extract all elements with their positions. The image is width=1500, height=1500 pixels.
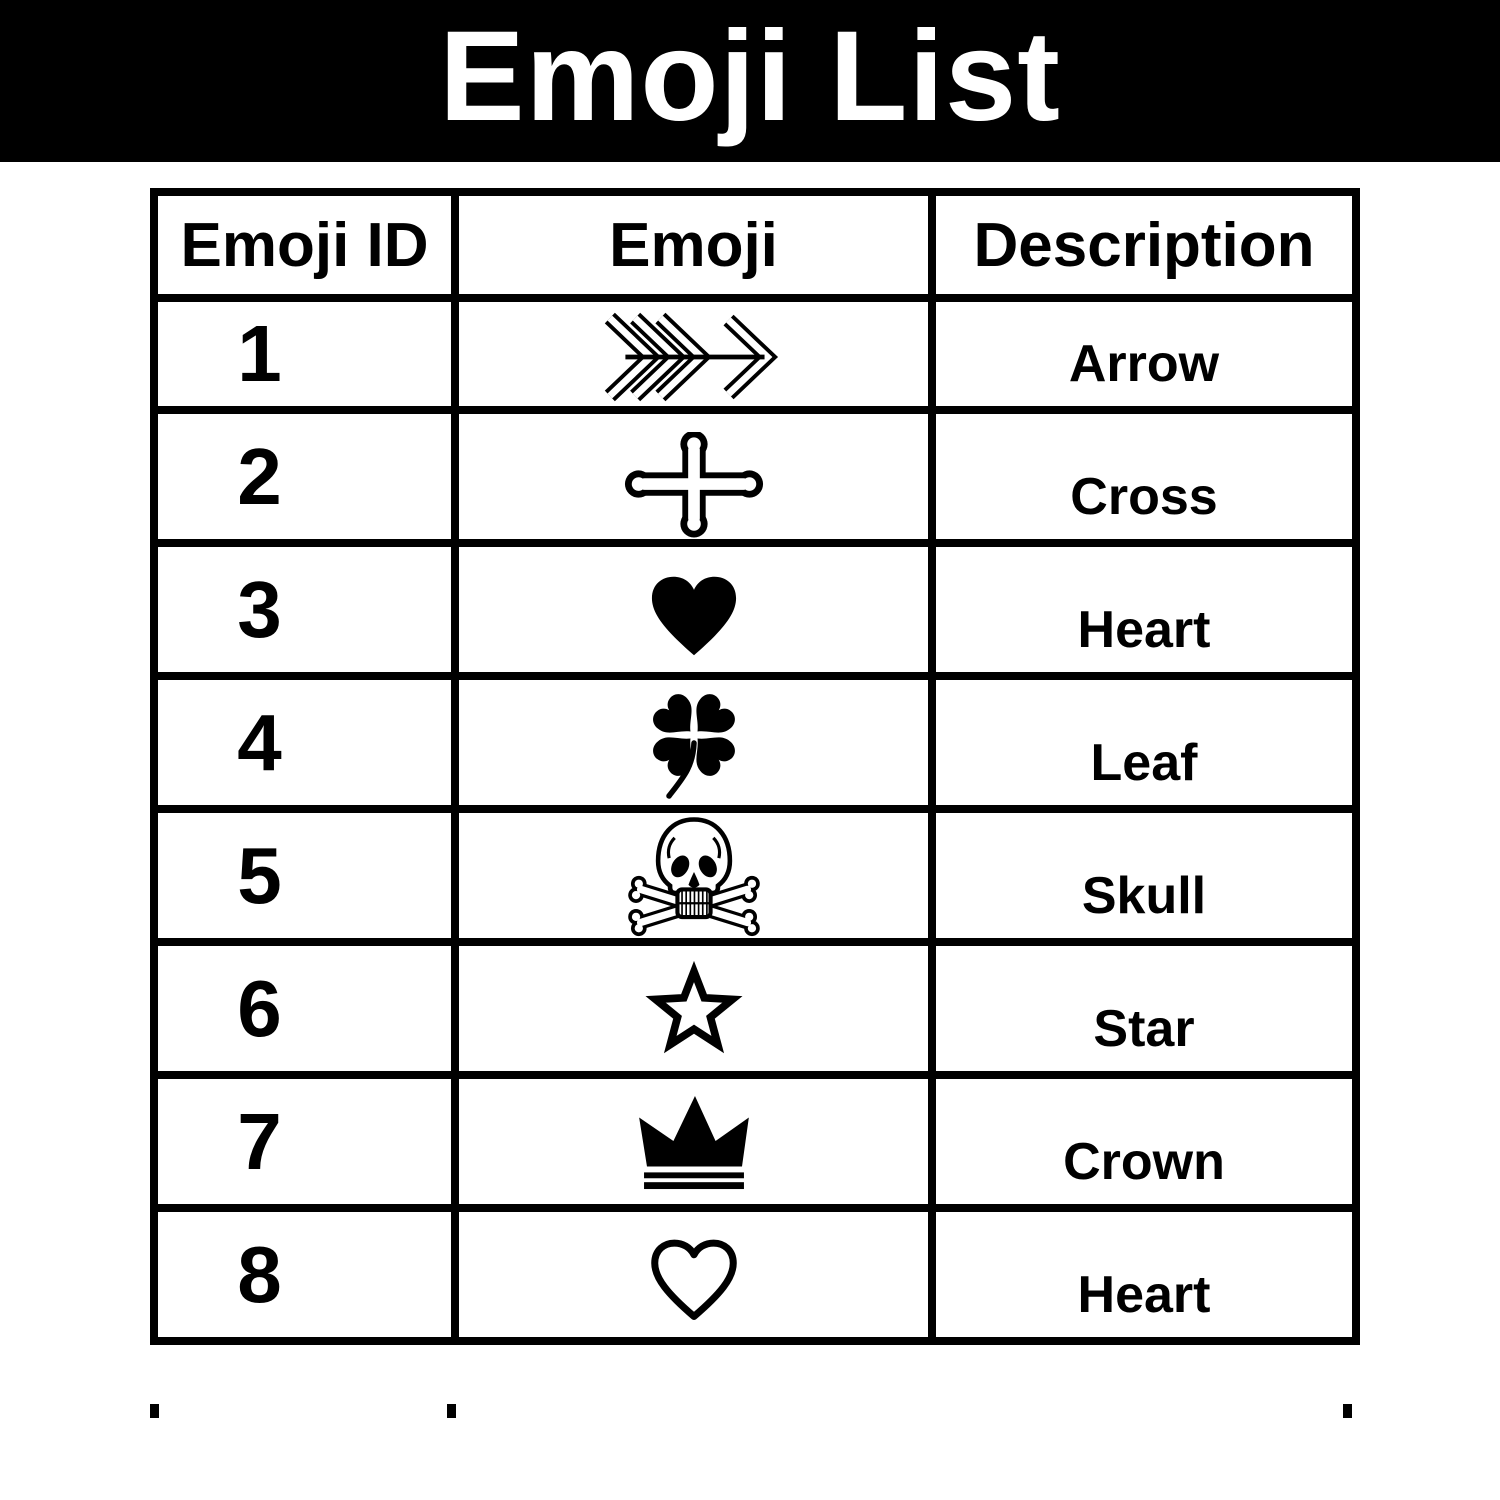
description-cell — [932, 676, 1356, 809]
emoji-id-cell — [154, 543, 455, 676]
table-row — [154, 410, 1356, 543]
description-text: Star — [1093, 1000, 1195, 1058]
description-cell — [932, 942, 1356, 1075]
description-cell — [932, 1208, 1356, 1341]
emoji-id-value: 8 — [237, 1229, 282, 1319]
skull-and-crossbones-emoji-icon — [625, 810, 763, 944]
table-row — [154, 1208, 1356, 1341]
description-text: Arrow — [1068, 335, 1220, 393]
emoji-id-cell — [154, 1075, 455, 1208]
cropped-next-row-border-left — [150, 1404, 159, 1418]
column-header-emoji-id: Emoji ID — [154, 192, 455, 298]
description-cell — [932, 1075, 1356, 1208]
emoji-id-value: 6 — [237, 963, 282, 1053]
arrow-emoji-icon — [604, 309, 784, 405]
description-text: Crown — [1063, 1133, 1225, 1191]
emoji-cell — [455, 1208, 932, 1341]
table-row — [154, 676, 1356, 809]
star-outline-emoji-icon — [644, 959, 744, 1059]
emoji-id-cell — [154, 809, 455, 942]
description-text: Cross — [1070, 468, 1218, 526]
table-row — [154, 1075, 1356, 1208]
table-row — [154, 809, 1356, 942]
emoji-cell — [455, 410, 932, 543]
description-text: Skull — [1081, 867, 1207, 925]
emoji-cell — [455, 676, 932, 809]
description-cell — [932, 298, 1356, 410]
emoji-cell — [455, 298, 932, 410]
four-leaf-clover-emoji-icon — [639, 683, 749, 813]
column-header-description: Description — [932, 192, 1356, 298]
cropped-next-row-border-divider — [447, 1404, 456, 1418]
table-row — [154, 298, 1356, 410]
description-text: Heart — [1077, 601, 1211, 659]
emoji-id-cell — [154, 676, 455, 809]
emoji-id-cell — [154, 1208, 455, 1341]
emoji-table — [150, 188, 1360, 1345]
crown-emoji-icon — [636, 1095, 752, 1191]
description-cell — [932, 809, 1356, 942]
description-text: Heart — [1077, 1266, 1211, 1324]
title-banner — [0, 0, 1500, 162]
emoji-id-value: 3 — [237, 564, 282, 654]
emoji-id-value: 1 — [237, 309, 282, 398]
emoji-id-value: 2 — [237, 431, 282, 521]
emoji-cell — [455, 1075, 932, 1208]
emoji-cell — [455, 543, 932, 676]
emoji-id-cell — [154, 298, 455, 410]
table-row — [154, 942, 1356, 1075]
heart-outline-emoji-icon — [647, 1237, 741, 1323]
black-heart-emoji-icon — [647, 573, 741, 659]
emoji-id-value: 4 — [237, 697, 282, 787]
description-cell — [932, 543, 1356, 676]
emoji-id-value: 5 — [237, 830, 282, 920]
table-header-row — [154, 192, 1356, 298]
table-row — [154, 543, 1356, 676]
emoji-id-cell — [154, 942, 455, 1075]
emoji-cell — [455, 942, 932, 1075]
description-cell — [932, 410, 1356, 543]
cropped-next-row-border-right — [1343, 1404, 1352, 1418]
description-text: Leaf — [1090, 734, 1198, 792]
cross-emoji-icon — [623, 432, 765, 538]
emoji-id-value: 7 — [237, 1096, 282, 1186]
column-header-emoji: Emoji — [455, 192, 932, 298]
page-title: Emoji List — [439, 5, 1061, 148]
emoji-id-cell — [154, 410, 455, 543]
emoji-cell — [455, 809, 932, 942]
